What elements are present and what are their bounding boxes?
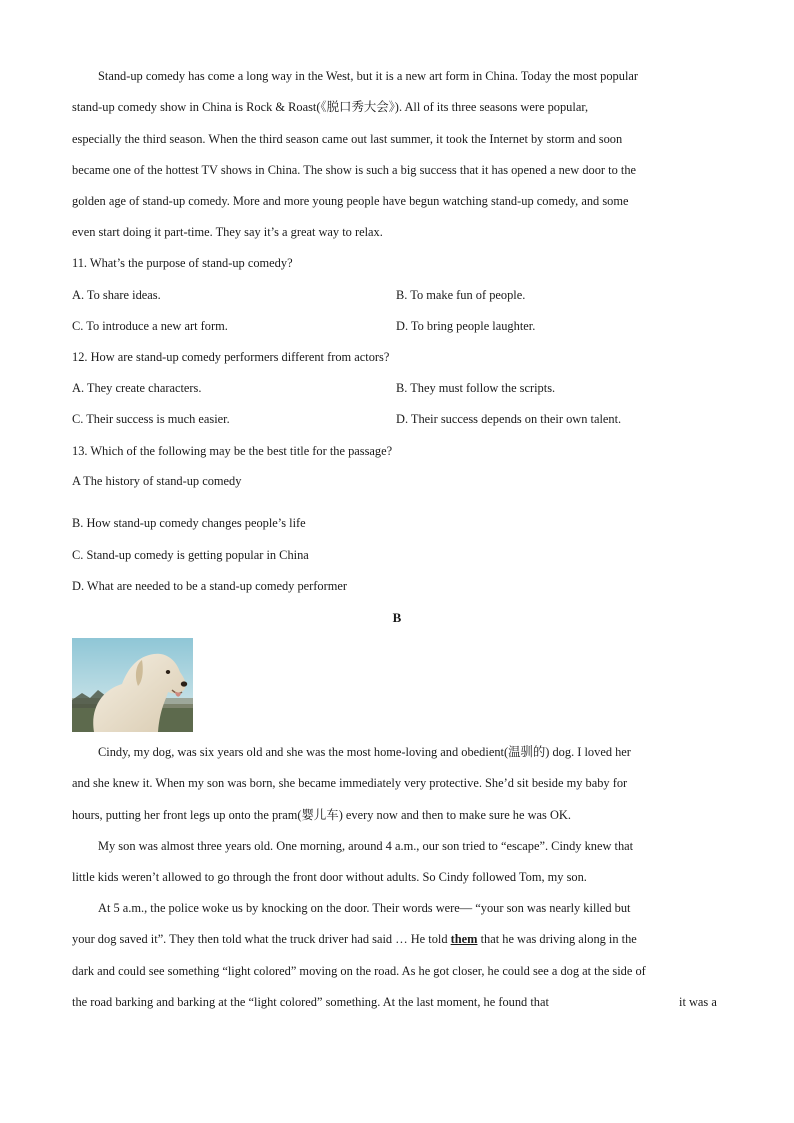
p3-line-2-after: that he was driving along in the [477, 932, 637, 946]
question-13-stem: 13. Which of the following may be the best title for the passage? [72, 444, 393, 458]
passage-b-p1-line-3: hours, putting her front legs up onto the pram(婴儿车) every now and then to make sure he was OK. [72, 808, 571, 822]
question-11-option-a: A. To share ideas. [72, 288, 161, 302]
question-13-option-a: A The history of stand-up comedy [72, 474, 242, 488]
passage-b-p3-line-3: dark and could see something “light colored” moving on the road. As he got closer, he could see a dog at the side of [72, 964, 646, 978]
question-11-stem: 11. What’s the purpose of stand-up comedy? [72, 256, 293, 270]
question-13-option-b: B. How stand-up comedy changes people’s life [72, 516, 306, 530]
dog-photo [72, 638, 193, 732]
question-12-stem: 12. How are stand-up comedy performers different from actors? [72, 350, 390, 364]
passage-a-line-1: Stand-up comedy has come a long way in the West, but it is a new art form in China. Today the most popular [98, 69, 639, 83]
question-12-option-d: D. Their success depends on their own talent. [396, 412, 622, 426]
passage-a-line-3: especially the third season. When the third season came out last summer, it took the Internet by storm and soon [72, 132, 623, 146]
passage-a-line-4: became one of the hottest TV shows in China. The show is such a big success that it has opened a new door to the [72, 163, 637, 177]
question-13-option-c: C. Stand-up comedy is getting popular in China [72, 548, 309, 562]
question-13-option-d: D. What are needed to be a stand-up comedy performer [72, 579, 348, 593]
question-11-option-d: D. To bring people laughter. [396, 319, 536, 333]
passage-b-p1-line-1: Cindy, my dog, was six years old and she was the most home-loving and obedient(温驯的) dog. I loved her [98, 745, 631, 759]
passage-b-p2-line-2: little kids weren’t allowed to go through the front door without adults. So Cindy followed Tom, my son. [72, 870, 587, 884]
question-12-option-b: B. They must follow the scripts. [396, 381, 556, 395]
question-12-option-a: A. They create characters. [72, 381, 202, 395]
dog-illustration [72, 638, 193, 732]
emphasized-word-them: them [450, 932, 478, 946]
passage-b-p3-line-4a: the road barking and barking at the “light colored” something. At the last moment, he found that [72, 995, 549, 1009]
passage-a-line-2: stand-up comedy show in China is Rock & Roast(《脱口秀大会》). All of its three seasons were popular, [72, 100, 589, 114]
passage-a-line-5: golden age of stand-up comedy. More and more young people have begun watching stand-up comedy, and some [72, 194, 629, 208]
passage-b-p3-line-1: At 5 a.m., the police woke us by knocking on the door. Their words were— “your son was nearly killed but [98, 901, 631, 915]
passage-b-p1-line-2: and she knew it. When my son was born, she became immediately very protective. She’d sit beside my baby for [72, 776, 628, 790]
passage-b-p2-line-1: My son was almost three years old. One morning, around 4 a.m., our son tried to “escape”. Cindy knew that [98, 839, 634, 853]
passage-b-p3-line-4b: it was a [679, 995, 717, 1009]
question-12-option-c: C. Their success is much easier. [72, 412, 230, 426]
p3-line-2-before: your dog saved it”. They then told what the truck driver had said … He told [72, 932, 451, 946]
passage-b-p3-line-2 [72, 931, 637, 947]
passage-a-line-6: even start doing it part-time. They say it’s a great way to relax. [72, 225, 383, 239]
question-11-option-c: C. To introduce a new art form. [72, 319, 228, 333]
section-b-heading: B [392, 610, 402, 625]
question-11-option-b: B. To make fun of people. [396, 288, 526, 302]
